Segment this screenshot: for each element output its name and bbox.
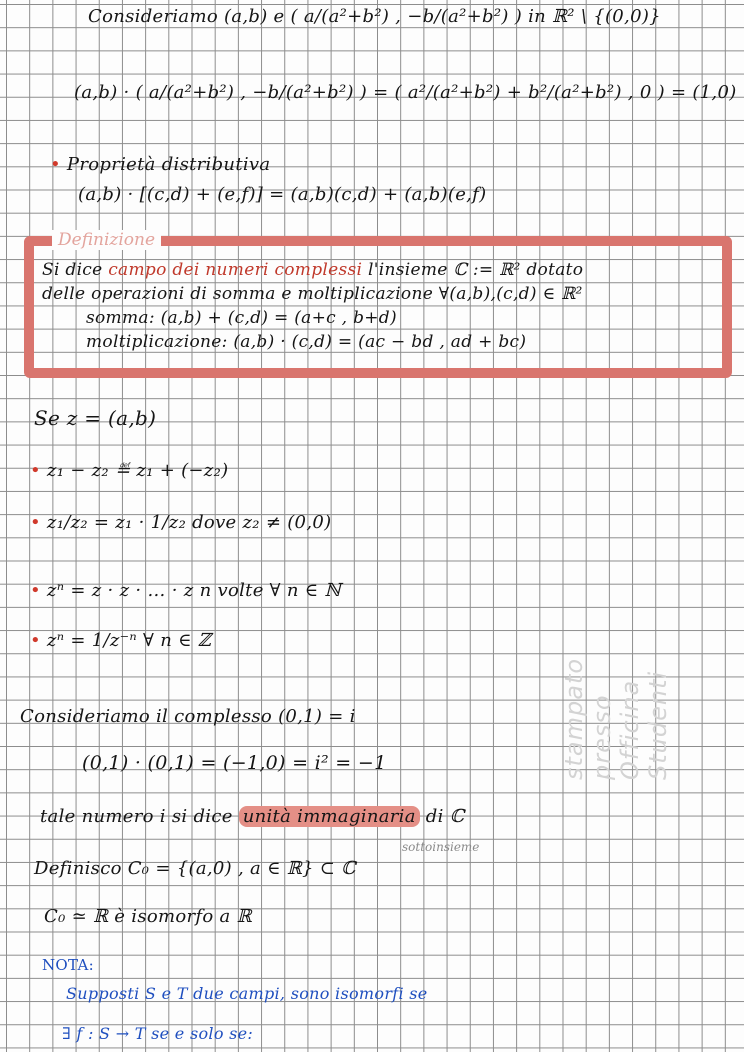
line-power-neg xyxy=(30,630,211,651)
nota-line-1: Supposti S e T due campi, sono isomorfi se xyxy=(66,984,428,1003)
proprieta-label: Proprietà distributiva xyxy=(66,154,271,175)
def-line-1 xyxy=(42,260,583,280)
line-unita-immaginaria xyxy=(40,806,464,827)
line-power-n xyxy=(30,580,341,601)
power-neg-text: zⁿ = 1/z⁻ⁿ ∀ n ∈ ℤ xyxy=(46,630,212,651)
unita-highlight: unità immaginaria xyxy=(239,806,420,827)
quotient-text: z₁/z₂ = z₁ · 1/z₂ dove z₂ ≠ (0,0) xyxy=(46,512,332,533)
definition-box xyxy=(24,236,732,378)
power-n-text: zⁿ = z · z · … · z n volte ∀ n ∈ ℕ xyxy=(46,580,342,601)
definition-title: Definizione xyxy=(52,230,161,250)
line-quotient xyxy=(30,512,331,533)
note-sottoinsieme: sottoinsieme xyxy=(402,840,480,854)
unita-post: di ℂ xyxy=(425,806,465,827)
line-difference xyxy=(30,460,228,481)
bullet-icon: • xyxy=(30,580,41,601)
def-pre: Si dice xyxy=(42,260,103,280)
watermark: stampato presso Officina Studenti xyxy=(560,657,672,780)
def-line-3: somma: (a,b) + (c,d) = (a+c , b+d) xyxy=(86,308,397,328)
line-product-inverse: (a,b) · ( a/(a²+b²) , −b/(a²+b²) ) = ( a²/(a²+b²) + b²/(a²+b²) , 0 ) = (1,0) xyxy=(74,82,737,103)
line-distributiva: (a,b) · [(c,d) + (e,f)] = (a,b)(c,d) + (a,b)(e,f) xyxy=(78,184,487,205)
line-i-squared: (0,1) · (0,1) = (−1,0) = i² = −1 xyxy=(82,752,387,774)
line-proprieta xyxy=(50,154,270,175)
def-line-4: moltiplicazione: (a,b) · (c,d) = (ac − bd , ad + bc) xyxy=(86,332,527,352)
def-highlight-red: campo dei numeri complessi xyxy=(108,260,363,280)
bullet-icon: • xyxy=(30,460,41,481)
def-post: l'insieme ℂ := ℝ² dotato xyxy=(368,260,584,280)
def-line-2: delle operazioni di somma e moltiplicazione ∀(a,b),(c,d) ∈ ℝ² xyxy=(42,284,583,304)
line-se-z: Se z = (a,b) xyxy=(34,406,157,430)
bullet-icon: • xyxy=(30,512,41,533)
nota-label: NOTA: xyxy=(42,956,94,974)
line-isomorfo: C₀ ≃ ℝ è isomorfo a ℝ xyxy=(44,906,252,927)
nota-line-2: ∃ f : S → T se e solo se: xyxy=(62,1024,254,1043)
unita-pre: tale numero i si dice xyxy=(40,806,233,827)
line-definisco-c0: Definisco C₀ = {(a,0) , a ∈ ℝ} ⊂ ℂ xyxy=(34,858,356,879)
bullet-icon: • xyxy=(30,630,41,651)
line-consideriamo-ab: Consideriamo (a,b) e ( a/(a²+b²) , −b/(a²+b²) ) in ℝ² \ {(0,0)} xyxy=(88,6,661,27)
line-complesso-i: Consideriamo il complesso (0,1) = i xyxy=(20,706,356,727)
bullet-icon: • xyxy=(50,154,61,175)
difference-text: z₁ − z₂ ≝ z₁ + (−z₂) xyxy=(46,460,229,481)
